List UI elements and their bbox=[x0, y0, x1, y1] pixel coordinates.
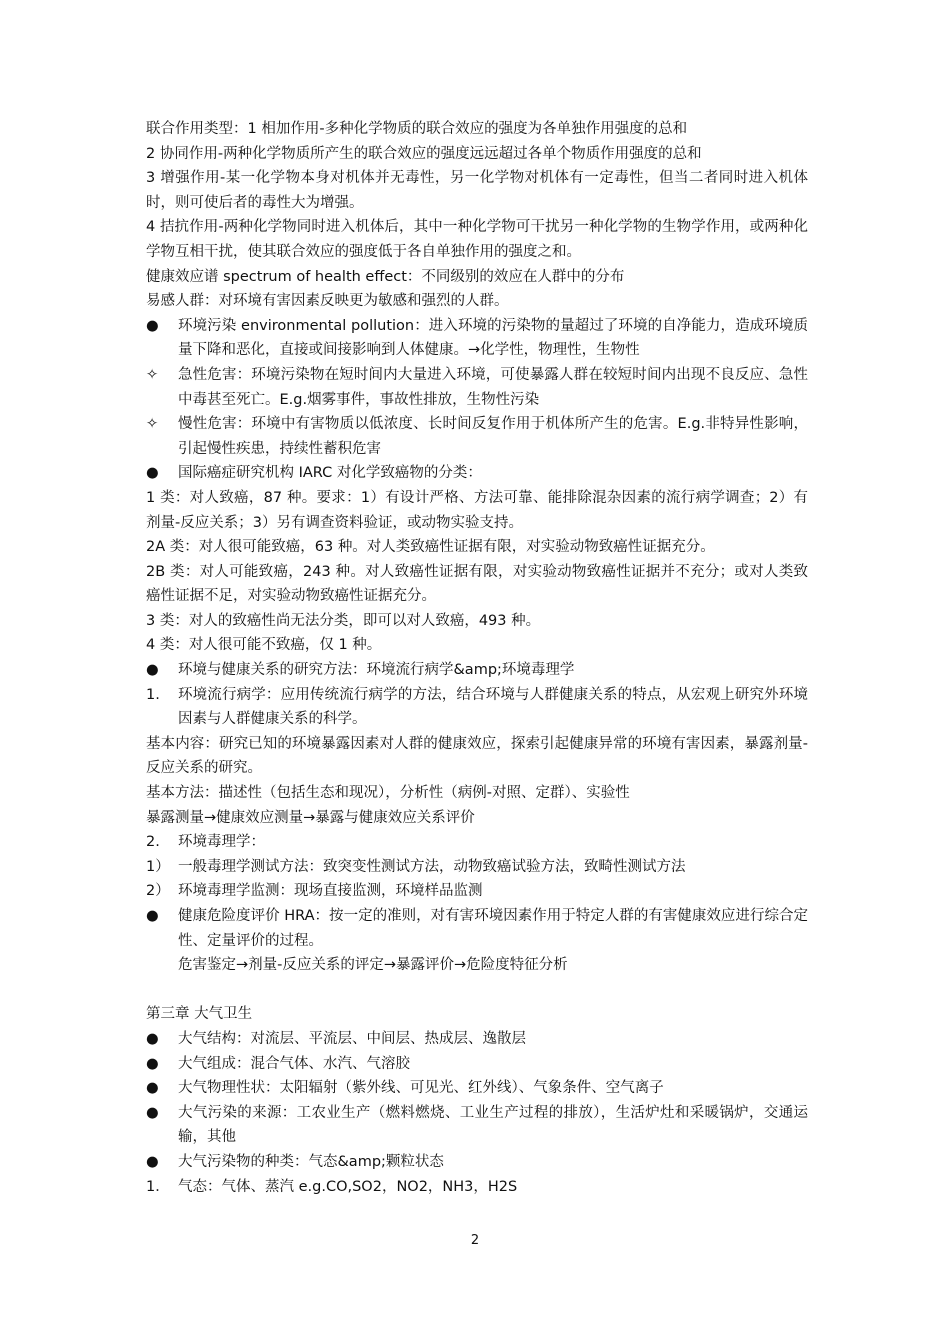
bullet-text: 大气污染的来源：工农业生产（燃料燃烧、工业生产过程的排放），生活炉灶和采暖锅炉，交通运输，其他 bbox=[178, 1104, 808, 1146]
bullet-item bbox=[146, 904, 808, 953]
paragraph: 4 类：对人很可能不致癌，仅 1 种。 bbox=[146, 637, 382, 654]
paragraph: 联合作用类型：1 相加作用-多种化学物质的联合效应的强度为各单独作用强度的总和 bbox=[146, 121, 688, 137]
indented-line: 危害鉴定→剂量-反应关系的评定→暴露评价→危险度特征分析 bbox=[178, 957, 568, 974]
number-marker: 1） bbox=[146, 858, 170, 875]
numbered-item bbox=[146, 683, 808, 732]
numbered-item bbox=[146, 830, 808, 855]
bullet-icon: ● bbox=[146, 1030, 159, 1047]
paragraph: 2A 类：对人很可能致癌，63 种。对人类致癌性证据有限，对实验动物致癌性证据充分。 bbox=[146, 539, 715, 556]
paragraph: 1 类：对人致癌，87 种。要求：1）有设计严格、方法可靠、能排除混杂因素的流行病学调查；2）有剂量-反应关系；3）另有调查资料验证，或动物实验支持。 bbox=[146, 489, 808, 531]
bullet-item bbox=[146, 1150, 808, 1175]
bullet-text: 国际癌症研究机构 IARC 对化学致癌物的分类： bbox=[178, 465, 482, 482]
paragraph: 3 类：对人的致癌性尚无法分类，即可以对人致癌，493 种。 bbox=[146, 612, 541, 629]
bullet-icon: ● bbox=[146, 1080, 159, 1097]
item-text: 环境流行病学：应用传统流行病学的方法，结合环境与人群健康关系的特点，从宏观上研究外环境因素与人群健康关系的科学。 bbox=[178, 686, 808, 728]
spacer bbox=[146, 978, 808, 1003]
bullet-icon: ● bbox=[146, 1104, 159, 1121]
paragraph: 暴露测量→健康效应测量→暴露与健康效应关系评价 bbox=[146, 809, 475, 826]
numbered-item bbox=[146, 1175, 808, 1200]
paragraph: 2B 类：对人可能致癌，243 种。对人致癌性证据有限，对实验动物致癌性证据并不充分；或对人类致癌性证据不足，对实验动物致癌性证据充分。 bbox=[146, 563, 808, 605]
bullet-item bbox=[146, 1101, 808, 1150]
paragraph: 2 协同作用-两种化学物质所产生的联合效应的强度远远超过各单个物质作用强度的总和 bbox=[146, 145, 702, 162]
diamond-item bbox=[146, 412, 808, 461]
page-content bbox=[146, 117, 808, 1199]
numbered-item bbox=[146, 855, 808, 880]
paragraph: 易感人群：对环境有害因素反映更为敏感和强烈的人群。 bbox=[146, 293, 509, 310]
number-marker: 1. bbox=[146, 686, 160, 703]
bullet-text: 大气物理性状：太阳辐射（紫外线、可见光、红外线）、气象条件、空气离子 bbox=[178, 1080, 664, 1097]
number-marker: 2. bbox=[146, 834, 160, 851]
bullet-text: 慢性危害：环境中有害物质以低浓度、长时间反复作用于机体所产生的危害。E.g.非特异性影响，引起慢性疾患，持续性蓄积危害 bbox=[178, 416, 808, 457]
bullet-icon: ● bbox=[146, 465, 159, 482]
number-marker: 1． bbox=[146, 1178, 170, 1195]
item-text: 环境毒理学： bbox=[178, 834, 265, 851]
bullet-item bbox=[146, 461, 808, 486]
numbered-item bbox=[146, 879, 808, 904]
paragraph: 健康效应谱 spectrum of health effect：不同级别的效应在人群中的分布 bbox=[146, 268, 625, 285]
diamond-bullet-icon: ✧ bbox=[146, 416, 159, 433]
bullet-item bbox=[146, 1027, 808, 1052]
bullet-item bbox=[146, 658, 808, 683]
diamond-bullet-icon: ✧ bbox=[146, 366, 159, 383]
item-text: 一般毒理学测试方法：致突变性测试方法，动物致癌试验方法，致畸性测试方法 bbox=[178, 858, 686, 875]
paragraph: 4 拮抗作用-两种化学物同时进入机体后，其中一种化学物可干扰另一种化学物的生物学作用，或两种化学物互相干扰，使其联合效应的强度低于各自单独作用的强度之和。 bbox=[146, 219, 808, 260]
bullet-text: 环境与健康关系的研究方法：环境流行病学&amp;环境毒理学 bbox=[178, 662, 575, 679]
bullet-text: 环境污染 environmental pollution：进入环境的污染物的量超过了环境的自净能力，造成环境质量下降和恶化，直接或间接影响到人体健康。→化学性，物理性，生物性 bbox=[178, 317, 808, 359]
paragraph: 基本内容：研究已知的环境暴露因素对人群的健康效应，探索引起健康异常的环境有害因素，暴露剂量-反应关系的研究。 bbox=[146, 735, 808, 777]
number-marker: 2） bbox=[146, 883, 170, 900]
item-text: 气态：气体、蒸汽 e.g.CO,SO2，NO2，NH3，H2S bbox=[178, 1178, 518, 1195]
bullet-icon: ● bbox=[146, 908, 159, 924]
bullet-icon: ● bbox=[146, 317, 159, 334]
paragraph: 3 增强作用-某一化学物本身对机体并无毒性，另一化学物对机体有一定毒性，但当二者同时进入机体时，则可使后者的毒性大为增强。 bbox=[146, 170, 808, 211]
bullet-item bbox=[146, 314, 808, 363]
bullet-icon: ● bbox=[146, 662, 159, 679]
bullet-icon: ● bbox=[146, 1055, 159, 1072]
page-number: 2 bbox=[470, 1233, 480, 1248]
chapter-heading: 第三章 大气卫生 bbox=[146, 1006, 253, 1023]
bullet-item bbox=[146, 1076, 808, 1101]
bullet-icon: ● bbox=[146, 1153, 159, 1170]
bullet-text: 健康危险度评价 HRA：按一定的准则，对有害环境因素作用于特定人群的有害健康效应进行综合定性、定量评价的过程。 bbox=[178, 908, 808, 949]
bullet-text: 大气组成：混合气体、水汽、气溶胶 bbox=[178, 1055, 410, 1072]
bullet-item bbox=[146, 1052, 808, 1077]
paragraph: 基本方法：描述性（包括生态和现况），分析性（病例-对照、定群）、实验性 bbox=[146, 785, 630, 802]
bullet-text: 大气污染物的种类：气态&amp;颗粒状态 bbox=[178, 1153, 444, 1170]
bullet-text: 大气结构：对流层、平流层、中间层、热成层、逸散层 bbox=[178, 1030, 526, 1047]
item-text: 环境毒理学监测：现场直接监测，环境样品监测 bbox=[178, 883, 483, 900]
diamond-item bbox=[146, 363, 808, 412]
bullet-text: 急性危害：环境污染物在短时间内大量进入环境，可使暴露人群在较短时间内出现不良反应、急性中毒甚至死亡。E.g.烟雾事件，事故性排放，生物性污染 bbox=[178, 366, 808, 408]
